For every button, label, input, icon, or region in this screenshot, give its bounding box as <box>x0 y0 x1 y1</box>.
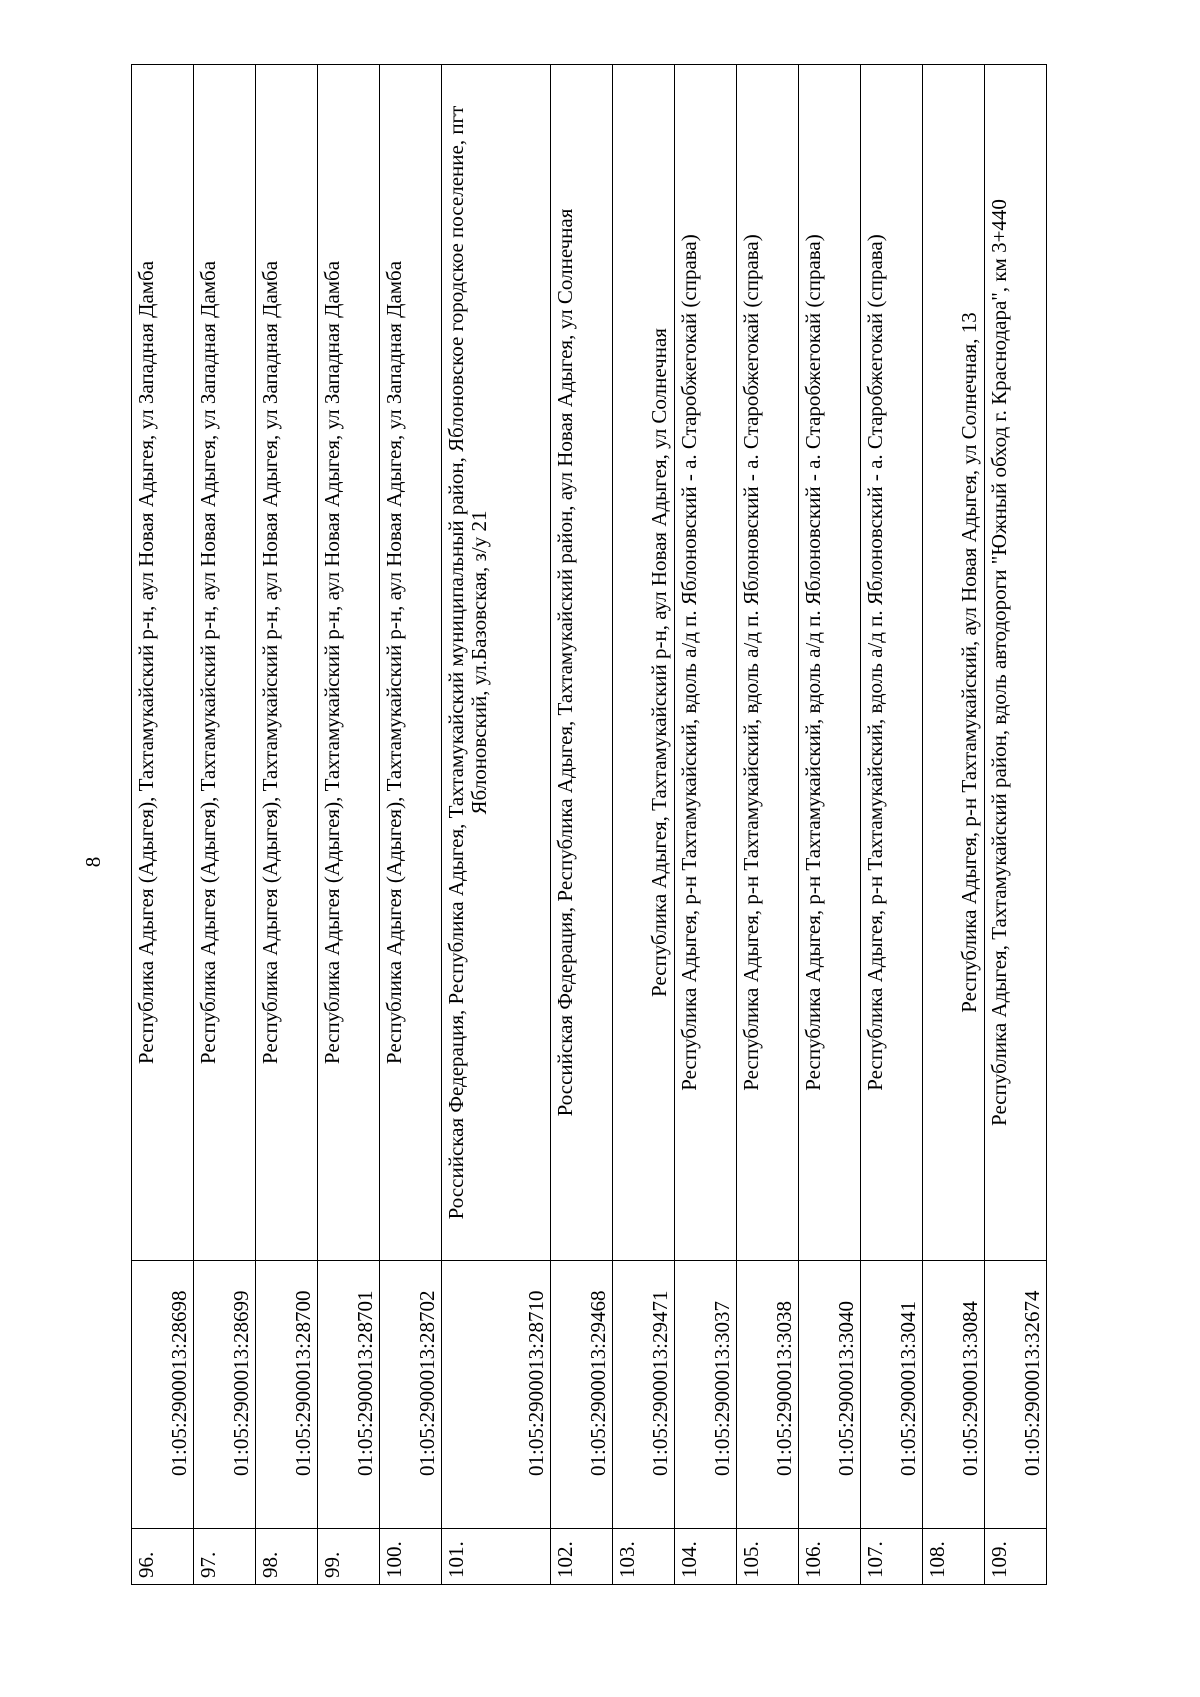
row-number: 106. <box>799 1529 861 1585</box>
row-number: 100. <box>379 1529 441 1585</box>
row-number: 98. <box>255 1529 317 1585</box>
cadastral-number: 01:05:2900013:28698 <box>132 1261 194 1529</box>
address: Республика Адыгея, р-н Тахтамукайский, вдоль а/д п. Яблоновский - а. Старобжегокай (справа) <box>737 65 799 1261</box>
table-row <box>317 65 379 1585</box>
cadastral-number: 01:05:2900013:3040 <box>799 1261 861 1529</box>
row-number: 97. <box>193 1529 255 1585</box>
address: Республика Адыгея, Тахтамукайский р-н, аул Новая Адыгея, ул Солнечная <box>613 65 675 1261</box>
cadastral-number: 01:05:2900013:28699 <box>193 1261 255 1529</box>
cadastral-number: 01:05:2900013:28710 <box>441 1261 550 1529</box>
table-row <box>551 65 613 1585</box>
cadastral-number: 01:05:2900013:32674 <box>984 1261 1046 1529</box>
row-number: 105. <box>737 1529 799 1585</box>
table-row <box>737 65 799 1585</box>
table-row <box>861 65 923 1585</box>
cadastral-number: 01:05:2900013:28700 <box>255 1261 317 1529</box>
cadastral-number: 01:05:2900013:3037 <box>675 1261 737 1529</box>
cadastral-number: 01:05:2900013:28702 <box>379 1261 441 1529</box>
address: Республика Адыгея, Тахтамукайский район, вдоль автодороги "Южный обход г. Краснодара", км 3+440 <box>984 65 1046 1261</box>
table-row <box>441 65 550 1585</box>
row-number: 104. <box>675 1529 737 1585</box>
address: Российская Федерация, Республика Адыгея, Тахтамукайский район, аул Новая Адыгея, ул Солнечная <box>551 65 613 1261</box>
rotated-table-frame <box>131 65 1200 1578</box>
rotated-table-inner <box>131 65 1047 1585</box>
address: Республика Адыгея, р-н Тахтамукайский, вдоль а/д п. Яблоновский - а. Старобжегокай (справа) <box>675 65 737 1261</box>
address: Российская Федерация, Республика Адыгея, Тахтамукайский муниципальный район, Яблоновское городское поселение, пгт Яблоновский, ул.Базовская, з/у 21 <box>441 65 550 1261</box>
row-number: 102. <box>551 1529 613 1585</box>
page-number: 8 <box>81 856 105 868</box>
address: Республика Адыгея, р-н Тахтамукайский, вдоль а/д п. Яблоновский - а. Старобжегокай (справа) <box>799 65 861 1261</box>
table-row <box>613 65 675 1585</box>
land-plots-table <box>131 64 1047 1585</box>
table-row <box>255 65 317 1585</box>
table-row <box>132 65 194 1585</box>
cadastral-number: 01:05:2900013:28701 <box>317 1261 379 1529</box>
row-number: 99. <box>317 1529 379 1585</box>
cadastral-number: 01:05:2900013:3084 <box>922 1261 984 1529</box>
address: Республика Адыгея (Адыгея), Тахтамукайский р-н, аул Новая Адыгея, ул Западная Дамба <box>132 65 194 1261</box>
row-number: 96. <box>132 1529 194 1585</box>
address: Республика Адыгея (Адыгея), Тахтамукайский р-н, аул Новая Адыгея, ул Западная Дамба <box>379 65 441 1261</box>
table-row <box>379 65 441 1585</box>
address: Республика Адыгея, р-н Тахтамукайский, вдоль а/д п. Яблоновский - а. Старобжегокай (справа) <box>861 65 923 1261</box>
cadastral-number: 01:05:2900013:29471 <box>613 1261 675 1529</box>
address: Республика Адыгея (Адыгея), Тахтамукайский р-н, аул Новая Адыгея, ул Западная Дамба <box>193 65 255 1261</box>
row-number: 107. <box>861 1529 923 1585</box>
table-row <box>675 65 737 1585</box>
table-row <box>799 65 861 1585</box>
row-number: 101. <box>441 1529 550 1585</box>
row-number: 103. <box>613 1529 675 1585</box>
address: Республика Адыгея (Адыгея), Тахтамукайский р-н, аул Новая Адыгея, ул Западная Дамба <box>317 65 379 1261</box>
row-number: 109. <box>984 1529 1046 1585</box>
table-row <box>984 65 1046 1585</box>
table-row <box>193 65 255 1585</box>
cadastral-number: 01:05:2900013:29468 <box>551 1261 613 1529</box>
address: Республика Адыгея, р-н Тахтамукайский, аул Новая Адыгея, ул Солнечная, 13 <box>922 65 984 1261</box>
cadastral-number: 01:05:2900013:3038 <box>737 1261 799 1529</box>
row-number: 108. <box>922 1529 984 1585</box>
table-row <box>922 65 984 1585</box>
cadastral-number: 01:05:2900013:3041 <box>861 1261 923 1529</box>
address: Республика Адыгея (Адыгея), Тахтамукайский р-н, аул Новая Адыгея, ул Западная Дамба <box>255 65 317 1261</box>
